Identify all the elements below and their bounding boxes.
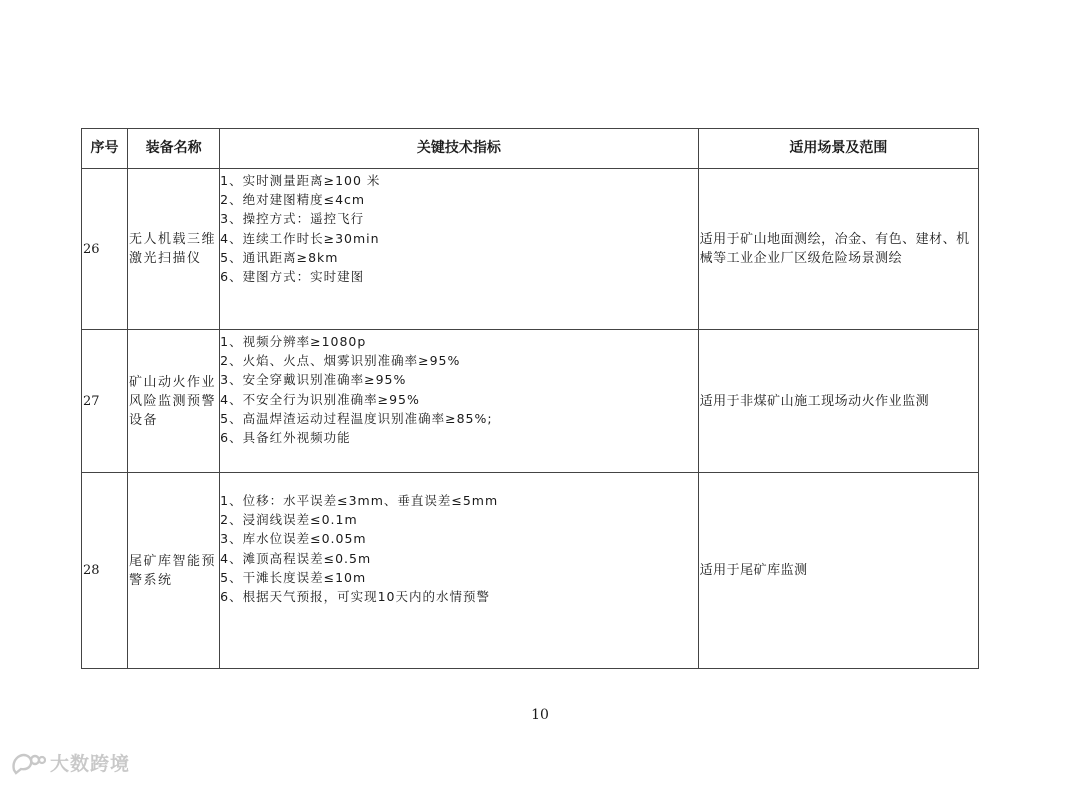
row-equipment-name: 无人机载三维激光扫描仪 [128, 169, 220, 330]
spec-item: 5、干滩长度误差≤10m [220, 569, 367, 585]
spec-item: 2、浸润线误差≤0.1m [220, 512, 358, 528]
header-key-specs: 关键技术指标 [220, 129, 699, 169]
spec-list [220, 491, 698, 606]
row-spec-cell [220, 169, 699, 330]
table-row [82, 330, 979, 473]
spec-item: 6、根据天气预报，可实现10天内的水情预警 [220, 589, 491, 605]
spec-item: 6、具备红外视频功能 [220, 430, 351, 446]
spec-item: 1、视频分辨率≥1080p [220, 334, 367, 349]
row-equipment-name: 尾矿库智能预警系统 [128, 473, 220, 669]
row-serial-number: 26 [82, 169, 128, 330]
spec-item: 3、操控方式：遥控飞行 [220, 211, 365, 227]
watermark [10, 749, 130, 776]
spec-item: 2、绝对建图精度≤4cm [220, 192, 366, 208]
header-application-scope: 适用场景及范围 [698, 129, 978, 169]
spec-item: 2、火焰、火点、烟雾识别准确率≥95% [220, 353, 461, 369]
table-header-row [82, 129, 979, 169]
spec-item: 1、位移：水平误差≤3mm、垂直误差≤5mm [220, 493, 499, 508]
equipment-table [81, 128, 979, 669]
row-application-scope: 适用于尾矿库监测 [698, 473, 978, 669]
spec-list [220, 332, 698, 447]
row-application-scope: 适用于矿山地面测绘，冶金、有色、建材、机械等工业企业厂区级危险场景测绘 [698, 169, 978, 330]
row-serial-number: 27 [82, 330, 128, 473]
spec-item: 4、不安全行为识别准确率≥95% [220, 391, 420, 407]
header-equipment-name: 装备名称 [128, 129, 220, 169]
spec-item: 3、库水位误差≤0.05m [220, 531, 367, 547]
spec-item: 3、安全穿戴识别准确率≥95% [220, 372, 407, 388]
spec-item: 1、实时测量距离≥100 米 [220, 173, 381, 188]
spec-item: 4、滩顶高程误差≤0.5m [220, 550, 372, 566]
spec-item: 5、通讯距离≥8km [220, 249, 339, 265]
row-application-scope: 适用于非煤矿山施工现场动火作业监测 [698, 330, 978, 473]
watermark-text: 大数跨境 [50, 753, 131, 775]
row-spec-cell [220, 330, 699, 473]
chat-bubble-logo-icon [10, 750, 46, 776]
spec-list [220, 171, 698, 286]
table-row [82, 473, 979, 669]
spec-item: 4、连续工作时长≥30min [220, 230, 380, 246]
row-spec-cell [220, 473, 699, 669]
header-serial-number: 序号 [82, 129, 128, 169]
table-row [82, 169, 979, 330]
row-serial-number: 28 [82, 473, 128, 669]
row-equipment-name: 矿山动火作业风险监测预警设备 [128, 330, 220, 473]
spec-item: 6、建图方式：实时建图 [220, 269, 365, 285]
page-number: 10 [531, 707, 549, 723]
spec-item: 5、高温焊渣运动过程温度识别准确率≥85%; [220, 410, 493, 426]
